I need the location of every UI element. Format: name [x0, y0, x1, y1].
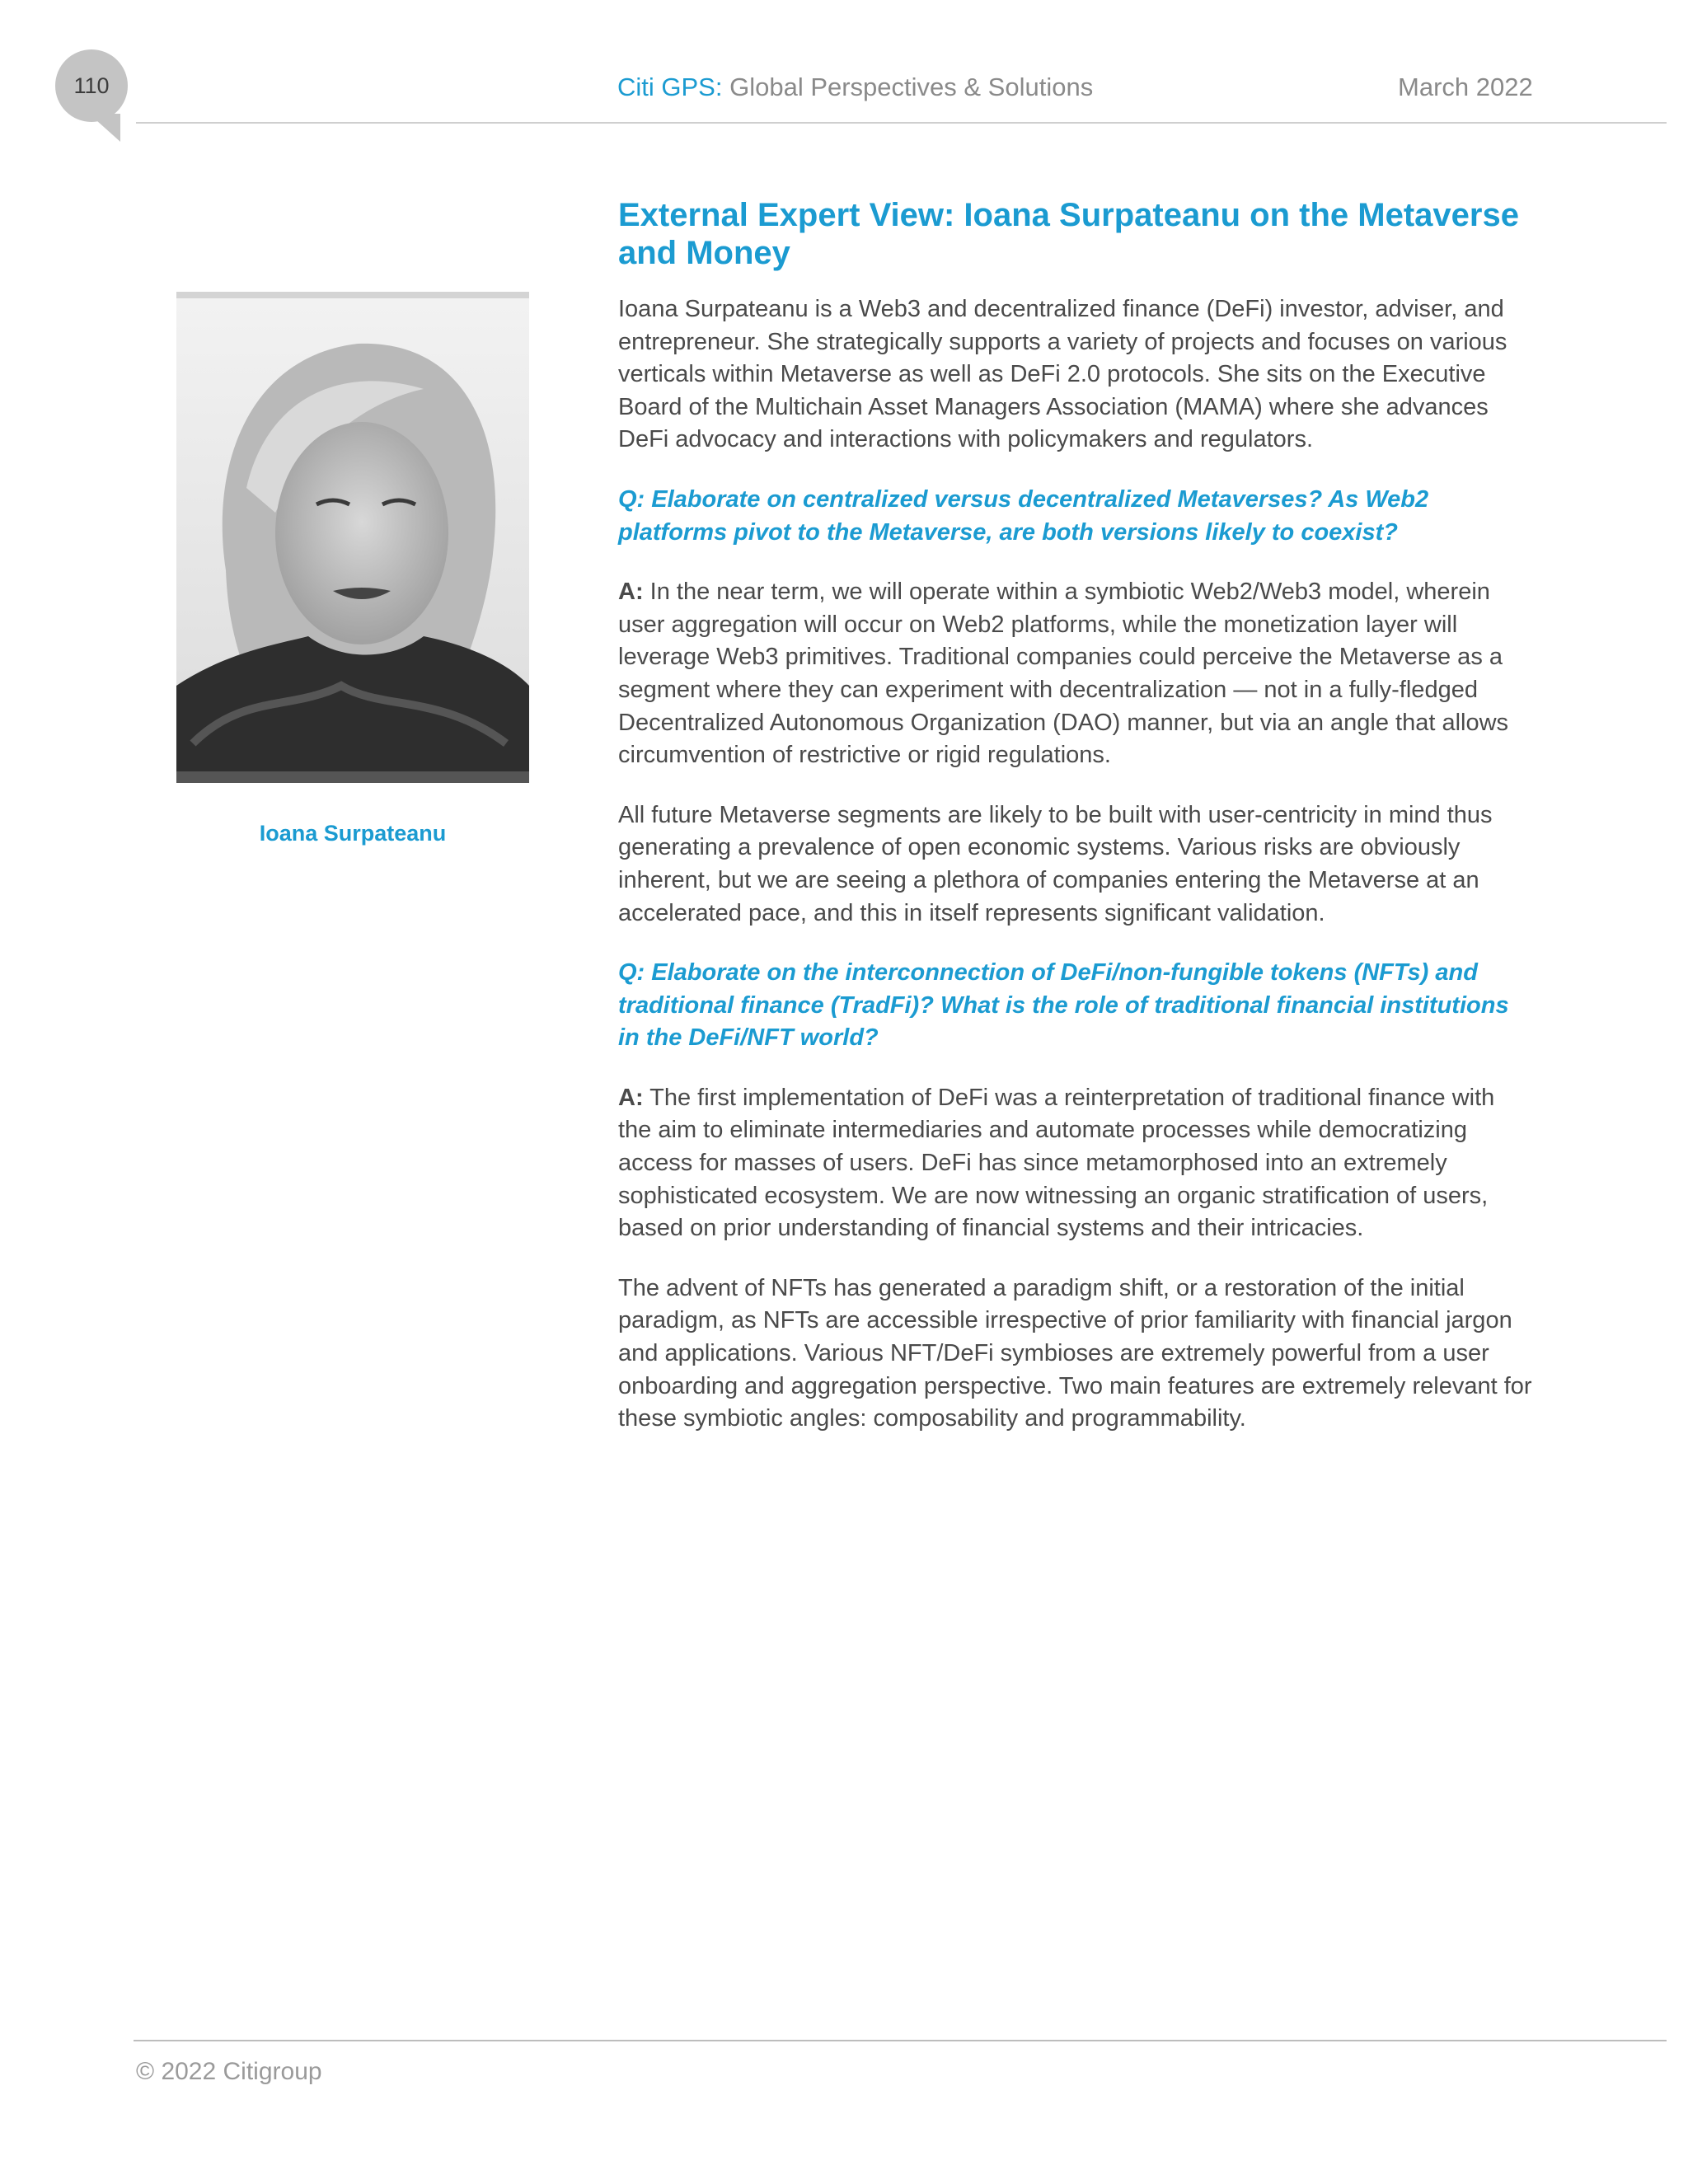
page-number: 110: [73, 73, 110, 98]
article-title: External Expert View: Ioana Surpateanu on the Metaverse and Money: [618, 197, 1519, 271]
copyright: © 2022 Citigroup: [136, 2058, 322, 2085]
page-badge-tail: [89, 114, 120, 142]
answer-2-continued: The advent of NFTs has generated a paradigm shift, or a restoration of the initial paradigm, as NFTs are accessible irrespective of prior familiarity with financial jargon and applications. Various NFT/DeFi symbioses are extremely powerful from a user onboarding and aggregation perspective. Two main features are extremely relevant for these symbiotic angles: composability and programmability.: [618, 1274, 1532, 1432]
footer-rule: [134, 2040, 1667, 2041]
answer-label: A:: [618, 579, 644, 606]
portrait-photo: [176, 292, 529, 783]
publication-brand: Citi GPS:: [617, 73, 723, 101]
article: [618, 196, 1533, 1463]
question-1: Q: Elaborate on centralized versus decentralized Metaverses? As Web2 platforms pivot to the Metaverse, are both versions likely to coexist?: [618, 485, 1429, 546]
page-number-badge: [55, 49, 128, 122]
answer-label: A:: [618, 1084, 644, 1111]
publication-date: March 2022: [1398, 73, 1533, 101]
intro-paragraph: Ioana Surpateanu is a Web3 and decentralized finance (DeFi) investor, adviser, and entrepreneur. She strategically supports a variety of projects and focuses on various verticals within Metaverse as well as DeFi 2.0 protocols. She sits on the Executive Board of the Multichain Asset Managers Association (MAMA) where she advances DeFi advocacy and interactions with policymakers and regulators.: [618, 296, 1507, 453]
portrait-caption: Ioana Surpateanu: [259, 821, 447, 846]
answer-1: [618, 576, 1533, 772]
answer-2-text: The first implementation of DeFi was a reinterpretation of traditional finance with the aim to eliminate intermediaries and automate processes while democratizing access for masses of users. DeFi has since metamorphosed into an extremely sophisticated ecosystem. We are now witnessing an organic stratification of users, based on prior understanding of financial systems and their intricacies.: [618, 1084, 1495, 1242]
portrait-illustration: [176, 298, 529, 771]
header-rule: [136, 122, 1667, 124]
question-2: Q: Elaborate on the interconnection of DeFi/non-fungible tokens (NFTs) and traditional finance (TradFi)? What is the role of traditional financial institutions in the DeFi/NFT world?: [618, 959, 1509, 1052]
answer-2: [618, 1082, 1533, 1245]
answer-1-text: In the near term, we will operate within a symbiotic Web2/Web3 model, wherein user aggregation will occur on Web2 platforms, while the monetization layer will leverage Web3 primitives. Traditional companies could perceive the Metaverse as a segment where they can experiment with decentralization — not in a fully-fledged Decentralized Autonomous Organization (DAO) manner, but via an angle that allows circumvention of restrictive or rigid regulations.: [618, 579, 1509, 769]
publication-subtitle: Global Perspectives & Solutions: [729, 73, 1094, 101]
answer-1-continued: All future Metaverse segments are likely to be built with user-centricity in mind thus generating a prevalence of open economic systems. Various risks are obviously inherent, but we are seeing a plethora of companies entering the Metaverse at an accelerated pace, and this in itself represents significant validation.: [618, 801, 1493, 926]
publication-title: [617, 73, 1093, 102]
